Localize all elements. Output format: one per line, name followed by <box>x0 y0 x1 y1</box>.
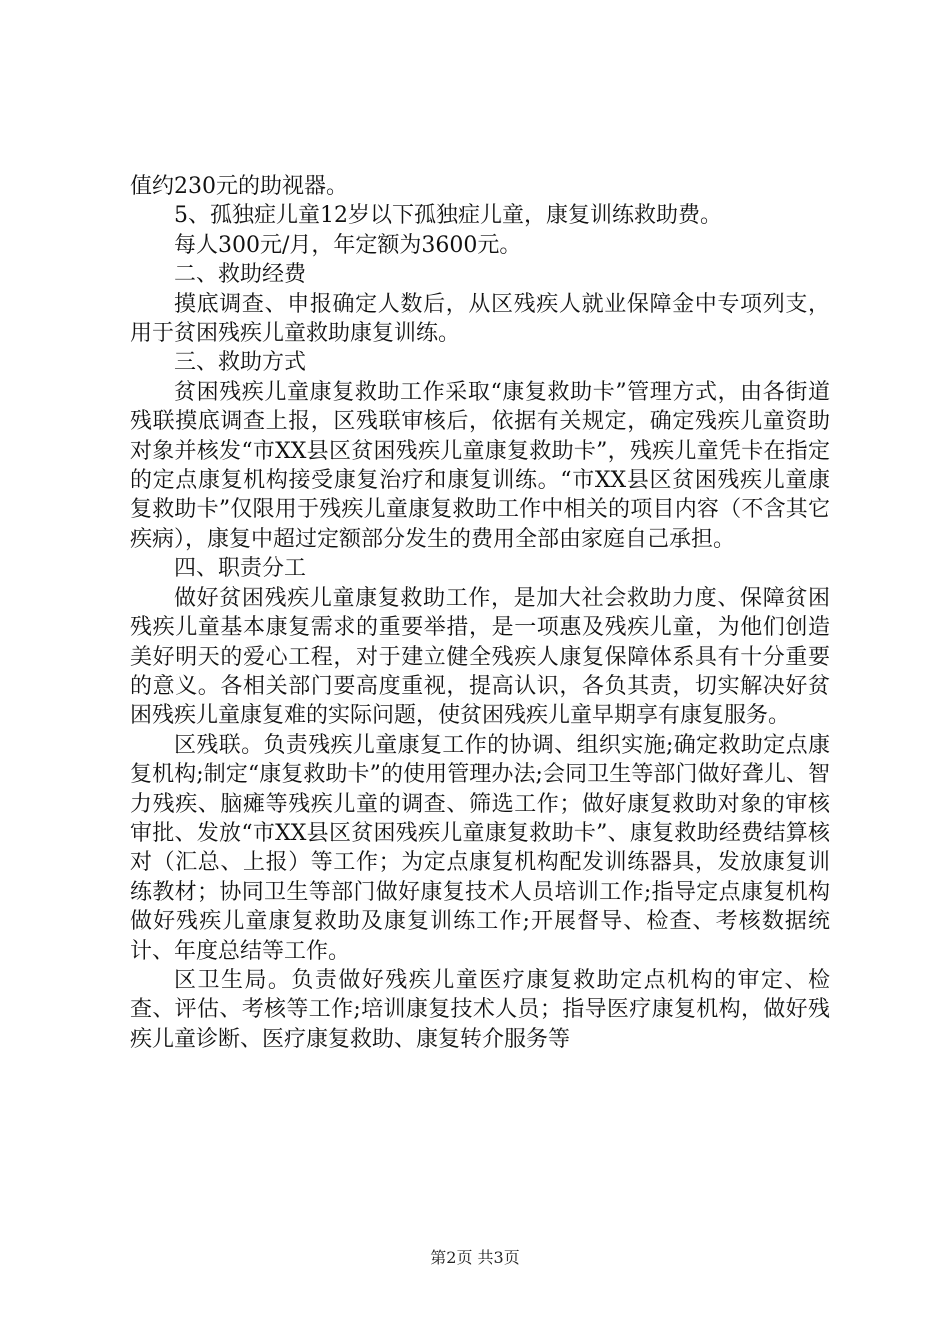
paragraph: 贫困残疾儿童康复救助工作采取“康复救助卡”管理方式，由各街道残联摸底调查上报，区残联审核后，依据有关规定，确定残疾儿童资助对象并核发“市XX县区贫困残疾儿童康复救助卡”，残疾儿童凭卡在指定的定点康复机构接受康复治疗和康复训练。“市XX县区贫困残疾儿童康复救助卡”仅限用于残疾儿童康复救助工作中相关的项目内容（不含其它疾病），康复中超过定额部分发生的费用全部由家庭自己承担。 <box>130 379 830 552</box>
paragraph: 区卫生局。负责做好残疾儿童医疗康复救助定点机构的审定、检查、评估、考核等工作;培训康复技术人员；指导医疗康复机构，做好残疾儿童诊断、医疗康复救助、康复转介服务等 <box>130 967 830 1052</box>
paragraph: 每人300元/月，年定额为3600元。 <box>174 232 522 258</box>
paragraph: 区残联。负责残疾儿童康复工作的协调、组织实施;确定救助定点康复机构;制定“康复救助卡”的使用管理办法;会同卫生等部门做好聋儿、智力残疾、脑瘫等残疾儿童的调查、筛选工作；做好康复救助对象的审核审批、发放“市XX县区贫困残疾儿童康复救助卡”、康复救助经费结算核对（汇总、上报）等工作；为定点康复机构配发训练器具，发放康复训练教材；协同卫生等部门做好康复技术人员培训工作;指导定点康复机构做好残疾儿童康复救助及康复训练工作;开展督导、检查、考核数据统计、年度总结等工作。 <box>130 732 830 964</box>
document-body <box>130 172 830 1054</box>
section-heading: 二、救助经费 <box>174 262 307 288</box>
paragraph: 做好贫困残疾儿童康复救助工作，是加大社会救助力度、保障贫困残疾儿童基本康复需求的重要举措，是一项惠及残疾儿童，为他们创造美好明天的爱心工程，对于建立健全残疾人康复保障体系具有十分重要的意义。各相关部门要高度重视，提高认识，各负其责，切实解决好贫困残疾儿童康复难的实际问题，使贫困残疾儿童早期享有康复服务。 <box>130 585 830 729</box>
paragraph: 摸底调查、申报确定人数后，从区残疾人就业保障金中专项列支，用于贫困残疾儿童救助康复训练。 <box>130 291 830 347</box>
paragraph: 值约230元的助视器。 <box>130 174 348 199</box>
page-number-footer: 第2页 共3页 <box>430 1248 520 1267</box>
section-heading: 四、职责分工 <box>174 556 307 582</box>
section-heading: 三、救助方式 <box>174 350 307 376</box>
paragraph: 5、孤独症儿童12岁以下孤独症儿童，康复训练救助费。 <box>174 203 722 229</box>
